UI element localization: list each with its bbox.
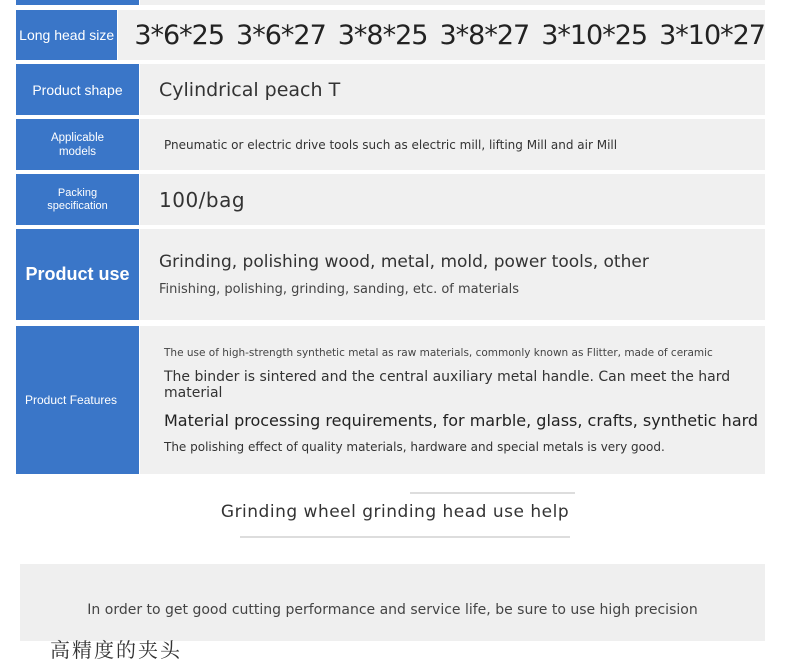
title-decoration-top [410,492,575,494]
help-section-title: Grinding wheel grinding head use help [220,502,570,522]
product-shape-label: Product shape [16,64,139,115]
cropped-label-cell [16,0,139,5]
applicable-models-value: Pneumatic or electric drive tools such as electric mill, lifting Mill and air Mill [164,137,618,152]
spec-row-product-shape [16,64,765,115]
packing-label-line2: specification [47,199,108,212]
size-option: 3*6*25 [134,19,225,51]
size-option: 3*10*27 [659,19,765,51]
long-head-size-value [118,10,765,60]
product-shape-value: Cylindrical peach T [159,78,341,101]
product-shape-value-cell [140,64,765,115]
packing-value: 100/bag [159,187,246,212]
product-features-line1: The use of high-strength synthetic metal as raw materials, commonly known as Flitter, made of ceramic [164,346,713,359]
title-decoration-bottom [240,536,570,538]
product-features-line4: The polishing effect of quality materials, hardware and special metals is very good. [164,439,665,454]
product-use-line1: Grinding, polishing wood, metal, mold, power tools, other [159,252,649,272]
product-features-label: Product Features [16,326,139,474]
product-use-label: Product use [16,229,139,320]
spec-row-applicable-models [16,119,765,170]
spec-row-packing [16,174,765,225]
size-option: 3*8*25 [337,19,428,51]
product-use-line2: Finishing, polishing, grinding, sanding, etc. of materials [159,282,520,297]
size-option: 3*10*25 [541,19,648,51]
product-features-line2: The binder is sintered and the central auxiliary metal handle. Can meet the hard material [164,368,731,401]
applicable-models-value-cell [140,119,765,170]
size-list [118,20,765,51]
packing-label-line1: Packing [57,186,98,199]
applicable-models-label [16,119,139,170]
applicable-models-label-line2: models [58,145,97,158]
help-note-box [20,564,765,662]
size-option: 3*6*27 [236,19,326,51]
help-note-cut-off-text: 高精度的夹头 [50,638,182,662]
help-note-text: In order to get good cutting performance and service life, be sure to use high precision [87,602,698,618]
spec-row-product-features [16,326,765,474]
size-option: 3*8*27 [439,19,530,51]
cropped-value-cell [140,0,765,5]
product-features-value-cell [140,326,765,474]
spec-row-product-use [16,229,765,320]
product-features-line3: Material processing requirements, for marble, glass, crafts, synthetic hard [164,410,759,430]
long-head-size-label: Long head size [16,10,117,60]
product-use-value-cell [140,229,765,320]
top-cropped-row [16,0,765,5]
packing-value-cell [140,174,765,225]
applicable-models-label-line1: Applicable [50,131,105,144]
packing-label [16,174,139,225]
spec-row-long-head-size [16,10,765,60]
